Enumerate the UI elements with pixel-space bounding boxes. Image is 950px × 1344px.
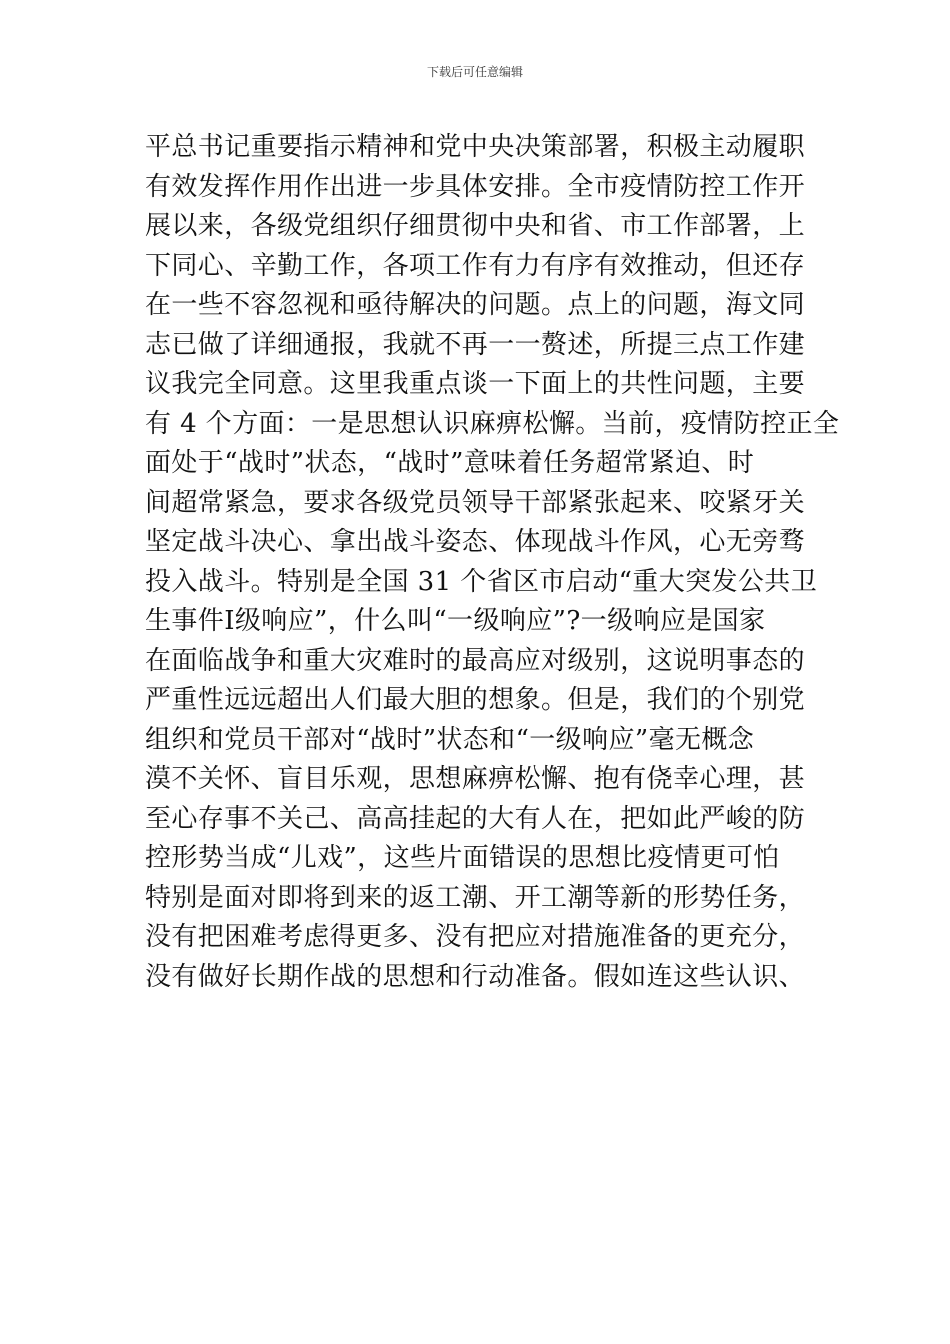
text-line: 生事件Ⅰ级响应”，什么叫“一级响应”?一级响应是国家 [145, 606, 766, 636]
text-line: 在一些不容忽视和亟待解决的问题。点上的问题，海文同 [145, 290, 806, 320]
body-paragraph [145, 128, 840, 997]
text-line: 议我完全同意。这里我重点谈一下面上的共性问题，主要 [145, 369, 806, 399]
text-line: 平总书记重要指示精神和党中央决策部署，积极主动履职 [145, 132, 806, 162]
text-line: 严重性远远超出人们最大胆的想象。但是，我们的个别党 [145, 685, 806, 715]
text-line: 投入战斗。特别是全国 31 个省区市启动“重大突发公共卫 [145, 566, 818, 597]
text-line: 展以来，各级党组织仔细贯彻中央和省、市工作部署，上 [145, 211, 806, 241]
text-line: 面处于“战时”状态，“战时”意味着任务超常紧迫、时 [145, 448, 755, 478]
page-header: 下载后可任意编辑 [426, 65, 523, 79]
text-line: 组织和党员干部对“战时”状态和“一级响应”毫无概念 [145, 724, 755, 755]
text-line: 下同心、辛勤工作，各项工作有力有序有效推动，但还存 [145, 250, 806, 281]
text-line: 没有把困难考虑得更多、没有把应对措施准备的更充分， [145, 922, 806, 952]
text-line: 特别是面对即将到来的返工潮、开工潮等新的形势任务， [145, 882, 806, 913]
text-line: 间超常紧急，要求各级党员领导干部紧张起来、咬紧牙关 [145, 487, 806, 518]
text-line: 志已做了详细通报，我就不再一一赘述，所提三点工作建 [145, 329, 806, 360]
text-line: 控形势当成“儿戏”，这些片面错误的思想比疫情更可怕 [145, 843, 780, 873]
text-line: 有效发挥作用作出进一步具体安排。全市疫情防控工作开 [145, 171, 806, 202]
text-line: 有 4 个方面：一是思想认识麻痹松懈。当前，疫情防控正全 [145, 408, 840, 439]
text-line: 坚定战斗决心、拿出战斗姿态、体现战斗作风，心无旁骛 [145, 527, 806, 557]
text-line: 至心存事不关己、高高挂起的大有人在，把如此严峻的防 [145, 803, 806, 834]
text-line: 在面临战争和重大灾难时的最高应对级别，这说明事态的 [145, 645, 806, 676]
text-line: 没有做好长期作战的思想和行动准备。假如连这些认识、 [145, 961, 806, 992]
text-line: 漠不关怀、盲目乐观，思想麻痹松懈、抱有侥幸心理，甚 [145, 764, 806, 794]
